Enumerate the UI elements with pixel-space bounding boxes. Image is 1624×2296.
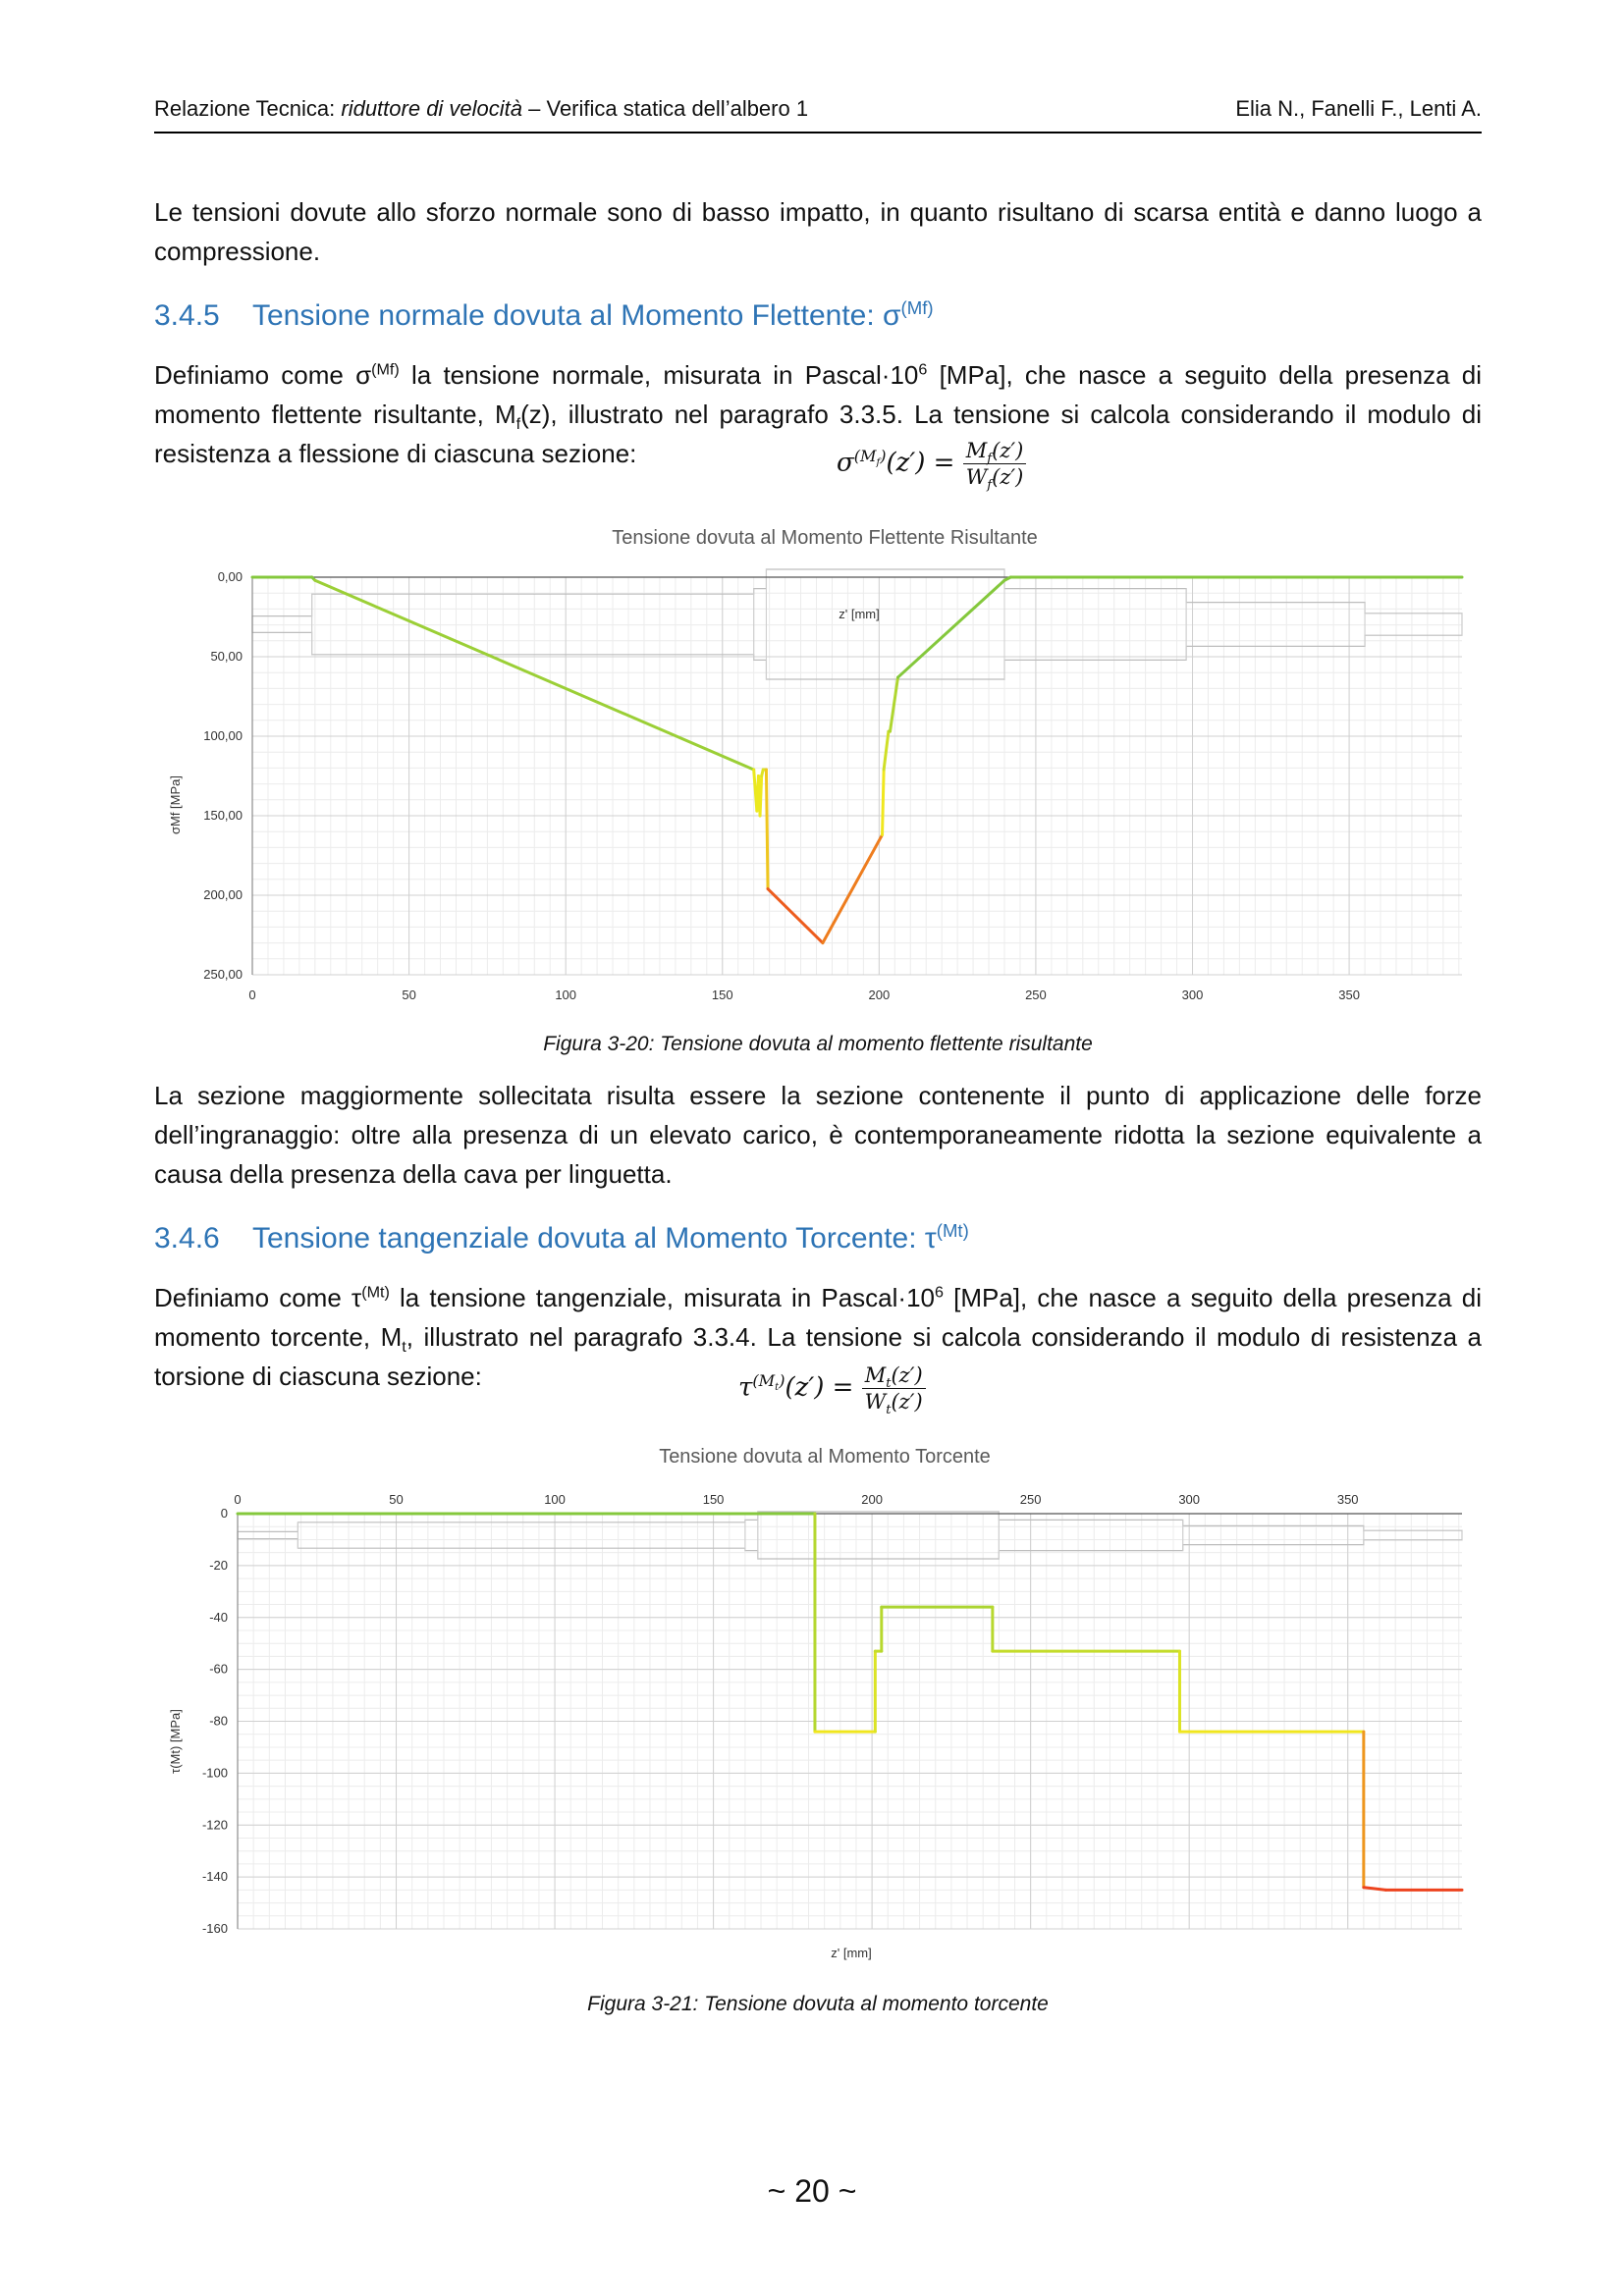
c1-x-tick-label: 250 xyxy=(1025,988,1047,1002)
c1-x-tick-label: 50 xyxy=(402,988,416,1002)
c2-x-tick-label: 350 xyxy=(1336,1492,1359,1507)
chart-flettente-x-axis-label: z' [mm] xyxy=(839,607,880,621)
header-right: Elia N., Fanelli F., Lenti A. xyxy=(1235,96,1482,121)
c2-y-tick-label: -80 xyxy=(209,1713,228,1729)
c1-y-tick-label: 250,00 xyxy=(203,967,243,982)
c2-x-tick-label: 300 xyxy=(1178,1492,1201,1507)
c1-y-tick-label: 200,00 xyxy=(203,887,243,902)
c1-x-tick-label: 200 xyxy=(868,988,891,1002)
section-heading-3-4-5: 3.4.5 Tensione normale dovuta al Momento Flettente: $\sigma^{(Mf)}$ xyxy=(154,297,934,332)
paragraph-after-figure-3-20: La sezione maggiormente sollecitata risulta essere la sezione contenente il punto di applicazione delle forze dell’ingranaggio: oltre alla presenza di un elevato carico, è contemporaneamente ridotta la sezione equivalente a causa della presenza della cava per linguetta. xyxy=(154,1081,1482,1189)
c1-x-tick-label: 0 xyxy=(248,988,256,1002)
c1-shaft-outline xyxy=(252,569,1462,679)
chart-flettente-y-axis-label: σMf [MPa] xyxy=(168,774,183,835)
chart-torcente-x-axis-label: z' [mm] xyxy=(831,1946,872,1960)
chart-torcente-svg xyxy=(154,1433,1482,1983)
caption-figure-3-20: Figura 3-20: Tensione dovuta al momento flettente risultante xyxy=(543,1033,1093,1055)
chart-torcente xyxy=(154,1433,1482,1983)
c2-y-tick-label: -20 xyxy=(209,1557,228,1573)
c1-y-tick-label: 0,00 xyxy=(217,569,243,584)
c1-y-tick-label: 150,00 xyxy=(203,808,243,823)
chart-flettente-title: Tensione dovuta al Momento Flettente Risultante xyxy=(612,527,1038,549)
page-header xyxy=(154,92,1482,133)
c2-y-tick-label: -140 xyxy=(201,1869,228,1885)
c1-x-tick-label: 100 xyxy=(555,988,577,1002)
c1-x-tick-label: 300 xyxy=(1181,988,1204,1002)
c1-x-tick-label: 150 xyxy=(711,988,733,1002)
c2-x-tick-label: 150 xyxy=(702,1492,725,1507)
formula-tau-mt: $\tau^{(M_t)}(z')$ = $\frac{M_t(z')}{W_t(z')}$ xyxy=(738,1362,926,1415)
c2-x-tick-label: 100 xyxy=(544,1492,566,1507)
c2-x-tick-label: 0 xyxy=(234,1492,242,1507)
c2-y-tick-label: -40 xyxy=(209,1609,228,1625)
chart-torcente-y-axis-label: τ(Mt) [MPa] xyxy=(168,1709,183,1774)
c2-x-tick-label: 200 xyxy=(861,1492,883,1507)
c1-series-segment xyxy=(768,889,823,943)
c2-y-tick-label: -100 xyxy=(201,1765,228,1781)
c1-series-segment xyxy=(760,776,762,817)
caption-figure-3-21: Figura 3-21: Tensione dovuta al momento torcente xyxy=(587,1993,1049,2015)
chart-flettente xyxy=(154,518,1482,1019)
section-heading-3-4-6: 3.4.6 Tensione tangenziale dovuta al Momento Torcente: $\tau^{(Mt)}$ xyxy=(154,1220,969,1255)
section-3-4-6-paragraph: Definiamo come $\tau^{(Mt)}$ la tensione tangenziale, misurata in $Pascal\cdot 10^6$ [MPa], che nasce a seguito della presenza di momento torcente, $M_t$, illustrato nel paragrafo 3.3.4. La tensione si calcola considerando il modulo di resistenza a torsione di ciascuna sezione: xyxy=(154,1283,1483,1391)
chart-torcente-title: Tensione dovuta al Momento Torcente xyxy=(659,1446,991,1468)
c2-y-tick-label: -60 xyxy=(209,1661,228,1677)
c2-y-tick-label: -120 xyxy=(201,1817,228,1833)
chart-flettente-svg xyxy=(154,518,1482,1019)
c2-x-tick-label: 250 xyxy=(1019,1492,1042,1507)
c2-shaft-outline xyxy=(238,1512,1462,1559)
c1-series-segment xyxy=(884,731,889,770)
section-3-4-5-paragraph: Definiamo come $\sigma^{(Mf)}$ la tensione normale, misurata in $Pascal\cdot 10^6$ [MPa], che nasce a seguito della presenza di momento flettente risultante, $M_f(z)$, illustrato nel paragrafo 3.3.5. La tensione si calcola considerando il modulo di resistenza a flessione di ciascuna sezione: xyxy=(154,360,1483,468)
page-number: ~ 20 ~ xyxy=(767,2173,857,2209)
c1-y-tick-label: 50,00 xyxy=(210,649,243,664)
c1-y-tick-label: 100,00 xyxy=(203,728,243,743)
intro-paragraph: Le tensioni dovute allo sforzo normale sono di basso impatto, in quanto risultano di scarsa entità e danno luogo a compressione. xyxy=(154,197,1482,266)
c1-series-segment xyxy=(883,770,885,834)
header-left: Relazione Tecnica: riduttore di velocità – Verifica statica dell’albero 1 xyxy=(154,96,809,121)
c1-series-segment xyxy=(766,770,768,889)
c2-x-tick-label: 50 xyxy=(389,1492,404,1507)
c2-y-tick-label: 0 xyxy=(220,1506,228,1521)
formula-sigma-mf: $\sigma^{(M_f)}(z')$ = $\frac{M_f(z')}{W_f(z')}$ xyxy=(837,438,1026,490)
c1-x-tick-label: 350 xyxy=(1338,988,1360,1002)
c2-y-tick-label: -160 xyxy=(201,1921,228,1936)
